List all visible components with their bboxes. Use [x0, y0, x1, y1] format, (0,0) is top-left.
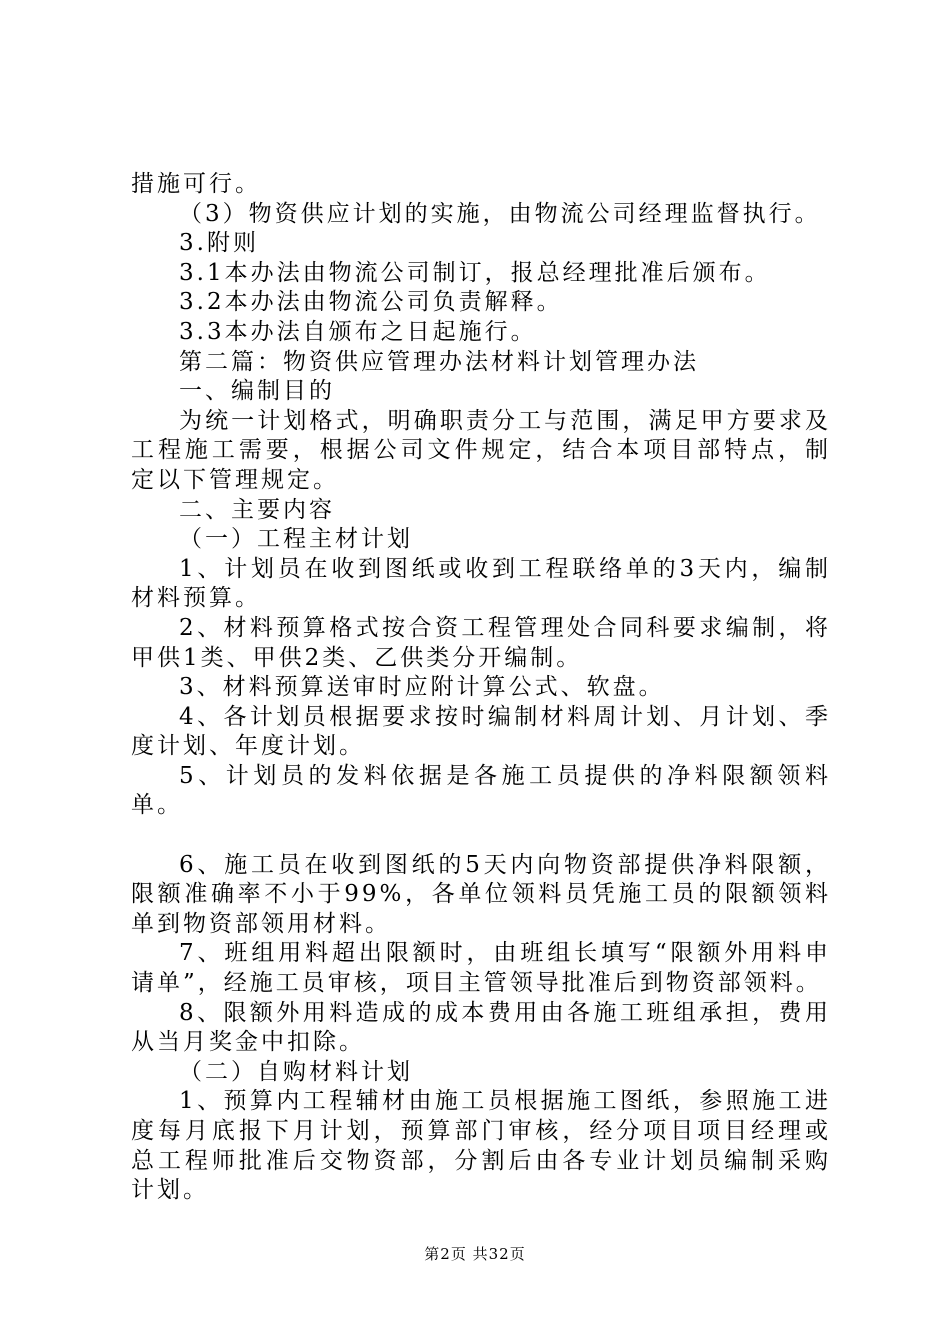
list-item: 8、限额外用料造成的成本费用由各施工班组承担，费用从当月奖金中扣除。 [131, 999, 831, 1056]
document-body [131, 170, 831, 1206]
paragraph: （3）物资供应计划的实施，由物流公司经理监督执行。 [179, 200, 821, 227]
paragraph: 为统一计划格式，明确职责分工与范围，满足甲方要求及工程施工需要，根据公司文件规定，结合本项目部特点，制定以下管理规定。 [131, 407, 831, 493]
section-heading: 3.附则 [179, 230, 259, 257]
page-footer: 第2页 共32页 [424, 1245, 526, 1263]
paragraph: 3.2本办法由物流公司负责解释。 [179, 289, 563, 316]
section-heading: 二、主要内容 [179, 496, 335, 523]
section-heading: 一、编制目的 [179, 378, 335, 405]
subsection-heading: （二）自购材料计划 [179, 1058, 413, 1085]
list-item: 2、材料预算格式按合资工程管理处合同科要求编制，将甲供1类、甲供2类、乙供类分开编制。 [131, 614, 831, 671]
list-item: 5、计划员的发料依据是各施工员提供的净料限额领料单。 [131, 762, 831, 819]
list-item: 6、施工员在收到图纸的5天内向物资部提供净料限额，限额准确率不小于99%，各单位领料员凭施工员的限额领料单到物资部领用材料。 [131, 851, 831, 937]
blank-line [131, 821, 831, 851]
list-item: 7、班组用料超出限额时，由班组长填写“限额外用料申请单”，经施工员审核，项目主管领导批准后到物资部领料。 [131, 940, 831, 997]
list-item: 3、材料预算送审时应附计算公式、软盘。 [179, 674, 665, 701]
subsection-heading: （一）工程主材计划 [179, 526, 413, 553]
list-item: 1、预算内工程辅材由施工员根据施工图纸，参照施工进度每月底报下月计划，预算部门审核，经分项目项目经理或总工程师批准后交物资部，分割后由各专业计划员编制采购计划。 [131, 1088, 831, 1204]
paragraph: 措施可行。 [131, 171, 261, 197]
chapter-title: 第二篇：物资供应管理办法材料计划管理办法 [179, 348, 699, 375]
paragraph: 3.3本办法自颁布之日起施行。 [179, 318, 537, 345]
list-item: 1、计划员在收到图纸或收到工程联络单的3天内，编制材料预算。 [131, 555, 831, 612]
paragraph: 3.1本办法由物流公司制订，报总经理批准后颁布。 [179, 259, 771, 286]
list-item: 4、各计划员根据要求按时编制材料周计划、月计划、季度计划、年度计划。 [131, 703, 831, 760]
